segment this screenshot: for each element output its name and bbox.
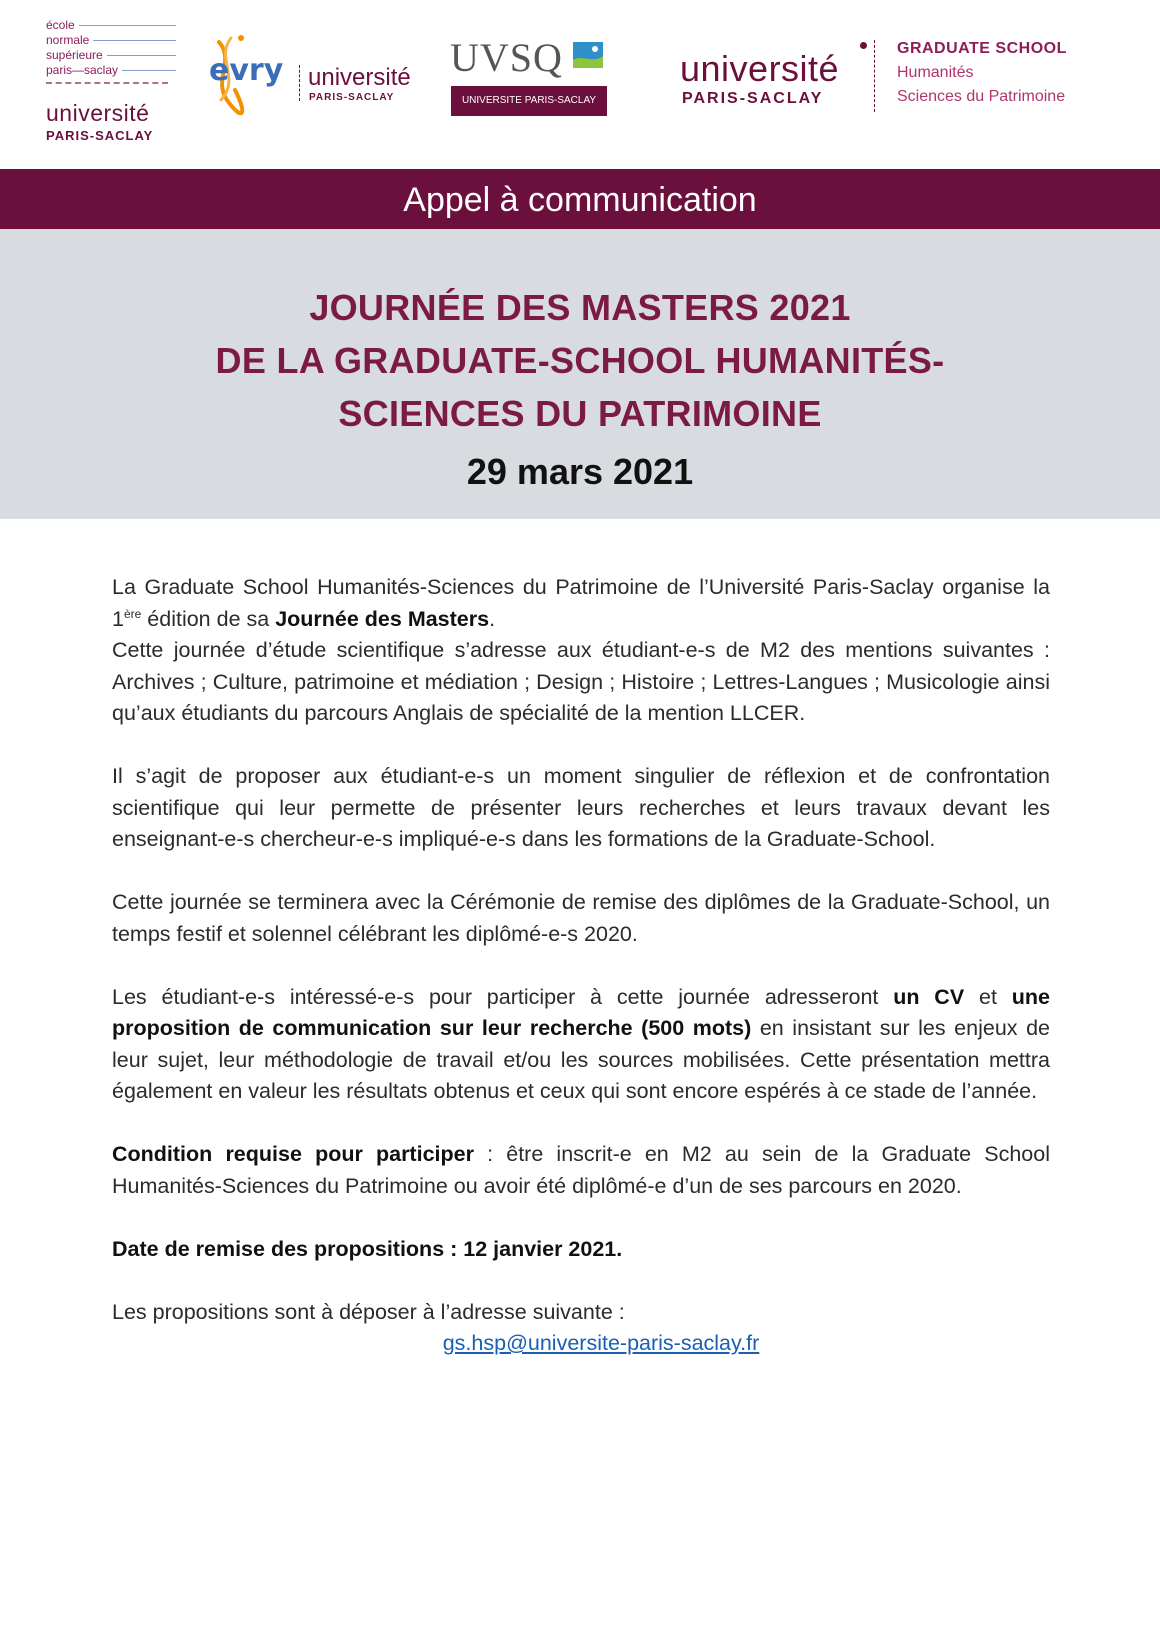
gs-line-2: Humanités [897, 64, 974, 81]
bold-cv: un CV [893, 984, 965, 1009]
evry-universite-text: université [308, 64, 411, 91]
ens-line-2: normale [46, 33, 90, 47]
logo-strip [0, 0, 1160, 160]
ups-dot-icon [860, 42, 867, 49]
gs-line-3: Sciences du Patrimoine [897, 88, 1066, 105]
document-body [112, 572, 1050, 1360]
ups-graduate-school-logo [680, 40, 1140, 120]
bold-condition: Condition requise pour participer [112, 1142, 474, 1166]
paragraph-purpose: Il s’agit de proposer aux étudiant-e-s un moment singulier de réflexion et de confrontation scientifique qui leur permette de présenter leurs recherches et leurs travaux devant les enseignant-e-s chercheur-e-s impliqué-e-s dans les formations de la Graduate-School. [112, 764, 1050, 851]
uvsq-emblem-icon [573, 42, 603, 68]
superscript-ere: ère [123, 606, 142, 621]
bold-proposal: une proposition de communication sur leur recherche (500 mots) [112, 984, 1050, 1040]
gs-title: GRADUATE SCHOOL [897, 40, 1067, 57]
ups-universite-text: université [680, 48, 840, 89]
ens-line-1: école [46, 18, 75, 32]
deadline-text: Date de remise des propositions : 12 janvier 2021. [112, 1236, 623, 1261]
ens-paris-saclay-logo [46, 18, 176, 146]
ups-paris-saclay-text: PARIS-SACLAY [682, 90, 824, 107]
email-line [112, 1328, 1050, 1360]
evry-mark-text: evry [209, 53, 284, 88]
paragraph-submission: Les étudiant-e-s intéressé-e-s pour participer à cette journée adresseront un CV et une proposition de communication sur leur recherche (500 mots) en insistant sur les enjeux de leur sujet, leur méthodologie de travail et/ou les sources mobilisées. Cette présentation mettra également en valeur les résultats obtenus et ceux qui sont encore espérés à ce stade de l’année. [112, 984, 1051, 1103]
paragraph-address-intro: Les propositions sont à déposer à l’adresse suivante : [112, 1299, 625, 1324]
paragraph-condition: Condition requise pour participer : être inscrit-e en M2 au sein de la Graduate School Humanités-Sciences du Patrimoine ou avoir été diplômé-e d’un de ses parcours en 2020. [112, 1142, 1051, 1198]
paragraph-deadline [112, 1234, 1050, 1266]
ens-line-4: paris—saclay [46, 63, 119, 77]
title-box [0, 229, 1160, 519]
uvsq-logo [450, 35, 610, 120]
title-line-3: SCIENCES DU PATRIMOINE [338, 393, 822, 434]
ens-paris-saclay-text: PARIS-SACLAY [46, 128, 154, 143]
email-link[interactable]: gs.hsp@universite-paris-saclay.fr [442, 1331, 760, 1355]
call-for-papers-banner: Appel à communication [0, 169, 1160, 231]
title-line-2: DE LA GRADUATE-SCHOOL HUMANITÉS- [215, 340, 945, 381]
event-date: 29 mars 2021 [466, 451, 694, 492]
paragraph-ceremony: Cette journée se terminera avec la Cérémonie de remise des diplômes de la Graduate-School, un temps festif et solennel célébrant les diplômé-e-s 2020. [112, 890, 1050, 946]
paragraph-audience: Cette journée d’étude scientifique s’adresse aux étudiant-e-s de M2 des mentions suivantes : Archives ; Culture, patrimoine et médiation ; Design ; Histoire ; Lettres-Langues ; Musicologie ainsi qu’aux étudiants du parcours Anglais de spécialité de la mention LLCER. [112, 638, 1050, 725]
ens-line-3: supérieure [46, 48, 103, 62]
evry-paris-saclay-text: PARIS-SACLAY [309, 92, 395, 103]
evry-logo [205, 30, 435, 130]
page-title [0, 281, 1160, 440]
ens-universite-text: université [46, 100, 150, 126]
paragraph-intro: La Graduate School Humanités-Sciences du Patrimoine de l’Université Paris-Saclay organise la 1ère édition de sa Journée des Masters. [112, 575, 1050, 631]
uvsq-name: UVSQ [450, 35, 563, 80]
title-line-1: JOURNÉE DES MASTERS 2021 [309, 287, 851, 328]
bold-journee-des-masters: Journée des Masters [275, 606, 490, 631]
uvsq-band: UNIVERSITE PARIS-SACLAY [451, 86, 607, 116]
